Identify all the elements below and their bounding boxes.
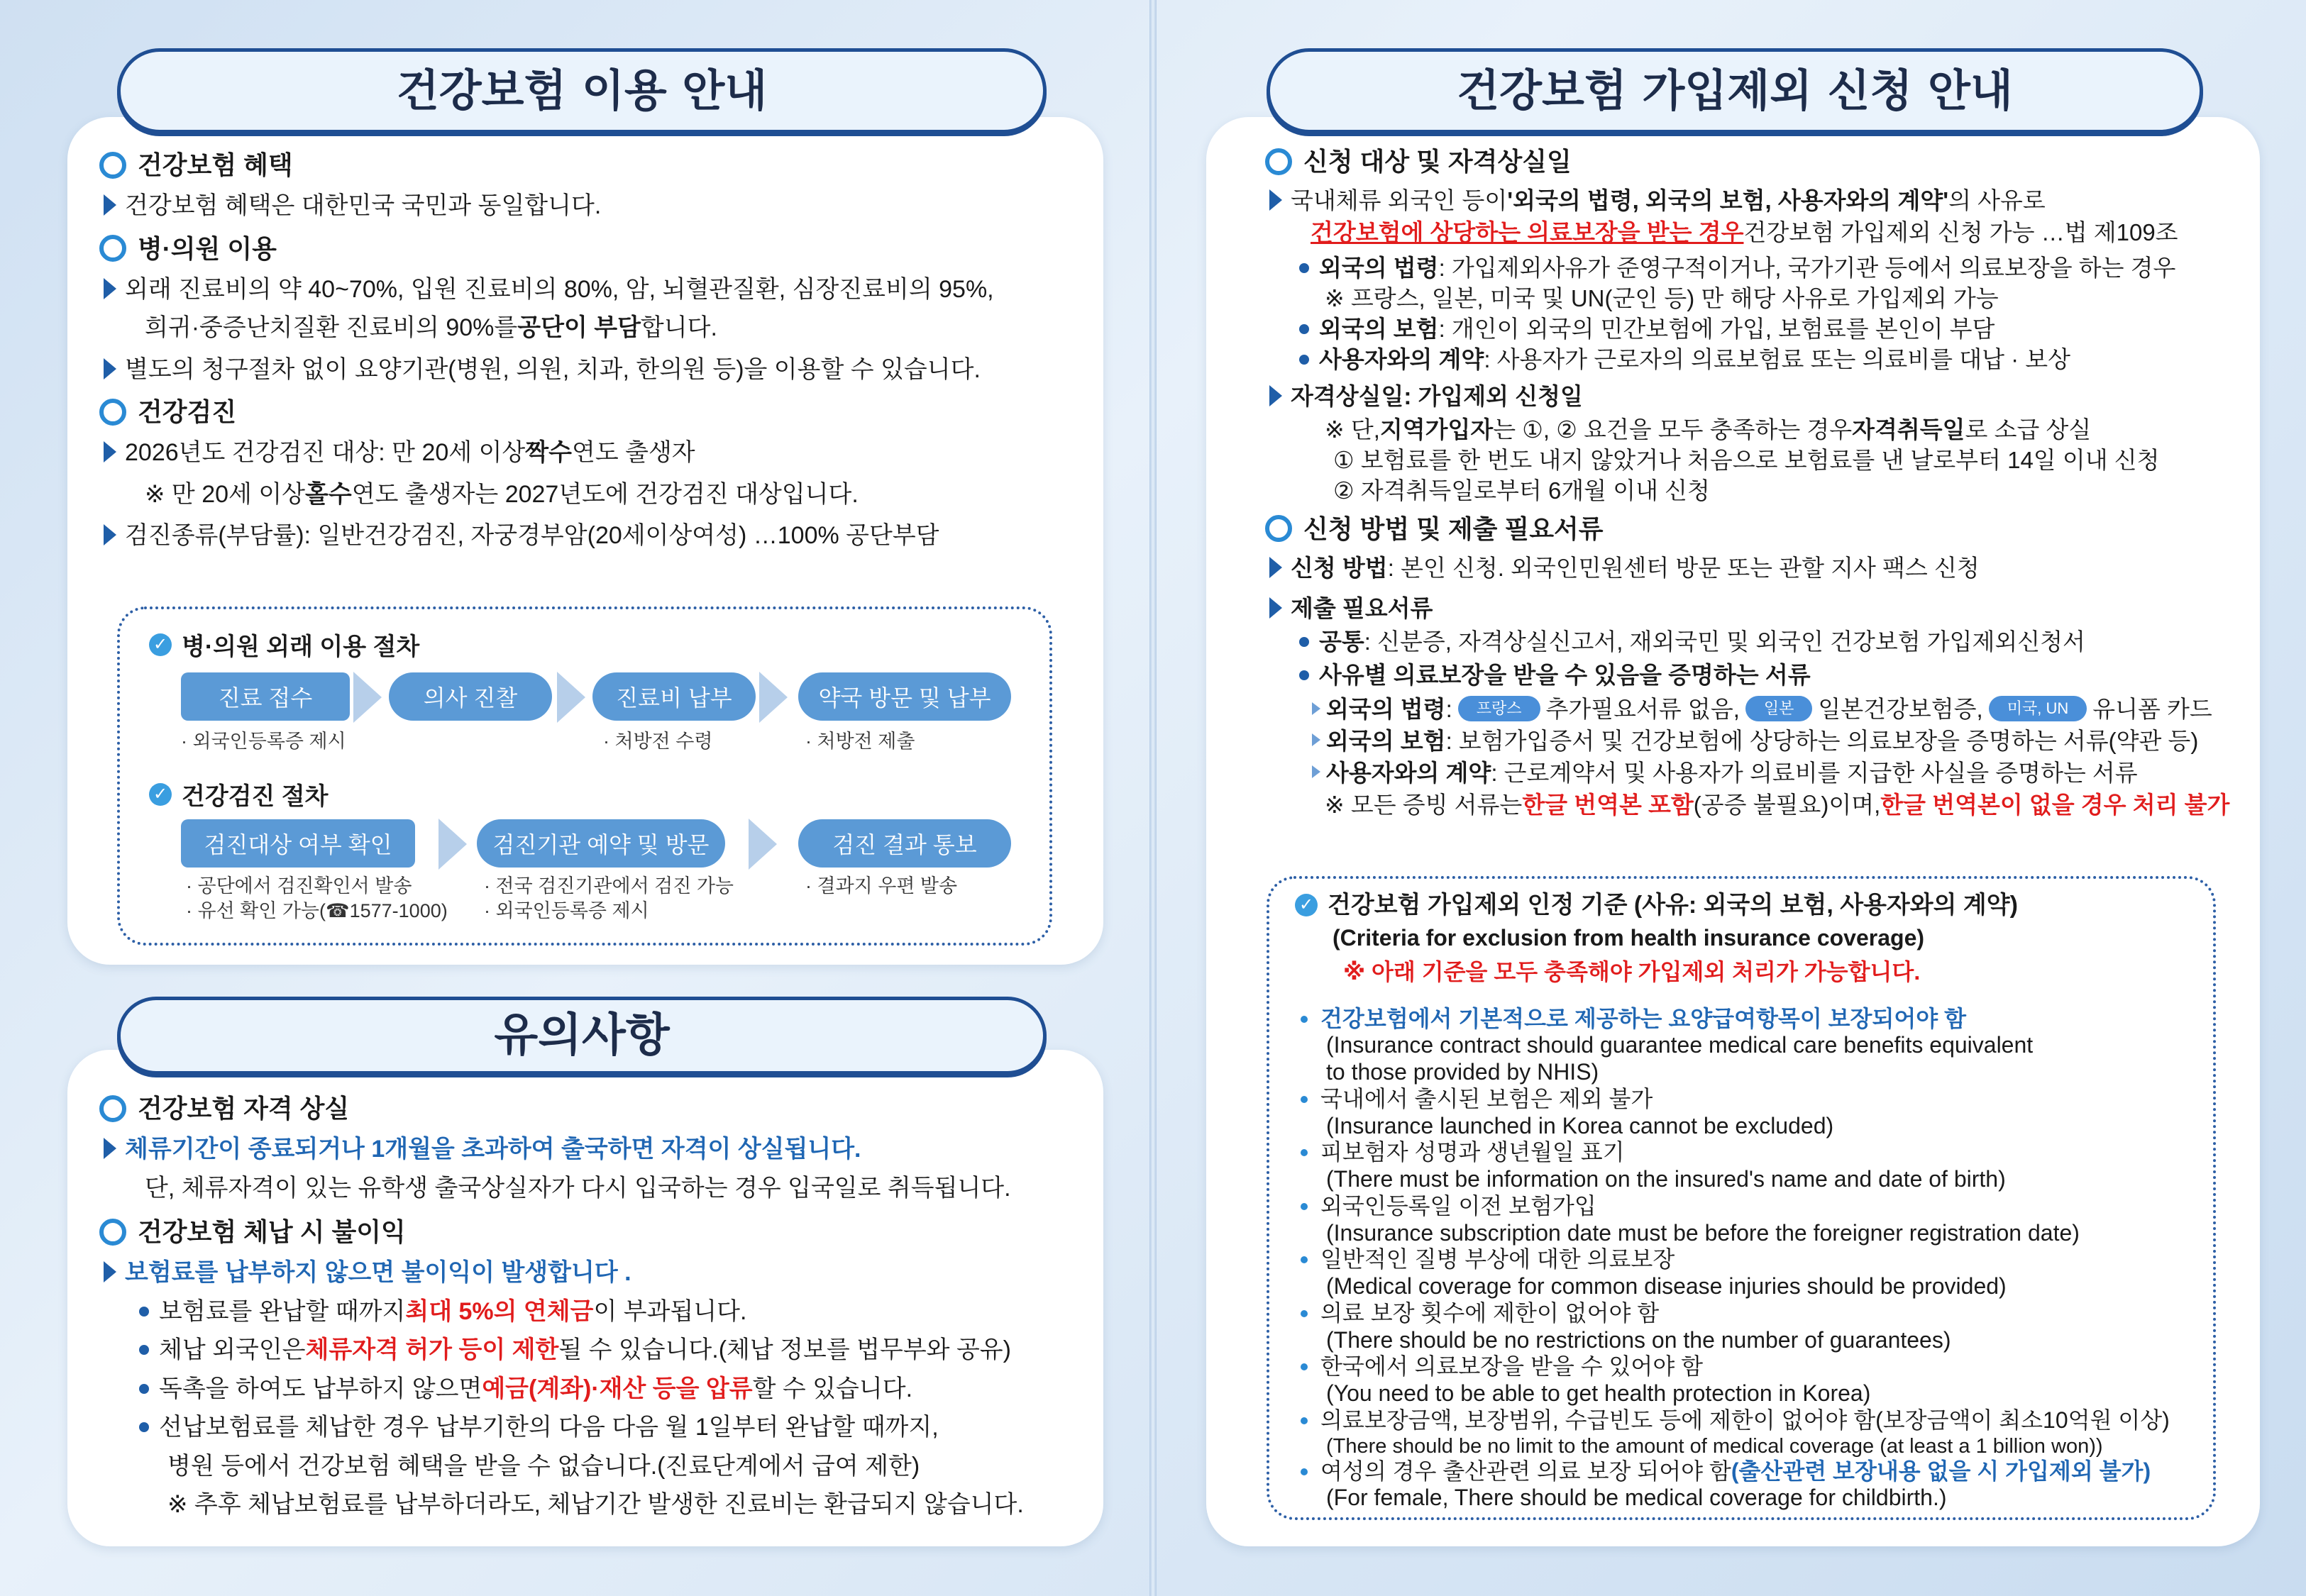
dot-bullet-icon (1301, 1203, 1308, 1210)
dot-bullet-icon (1301, 1096, 1308, 1103)
criterion-7-en: (You need to be able to get health protection in Korea) (1326, 1380, 1871, 1406)
benefit-heading: 건강보험 혜택 (99, 149, 1093, 181)
loss-date-note-3: ② 자격취득일로부터 6개월 이내 신청 (1333, 477, 1710, 504)
arrears-bullet-2: 체납 외국인은 체류자격 허가 등이 제한 될 수 있습니다.(체납 정보를 법무부와 공유) (99, 1335, 1093, 1365)
dot-bullet-icon (1301, 1363, 1308, 1370)
method-line-2: 제출 필요서류 (1265, 594, 2258, 623)
dot-bullet-icon (1299, 670, 1309, 680)
criterion-5: 일반적인 질병 부상에 대한 의료보장 (1295, 1246, 2210, 1273)
step-arrow-icon (353, 672, 382, 723)
outpatient-procedure-heading: ✓ 병·의원 외래 이용 절차 (149, 627, 419, 662)
dot-bullet-icon (1299, 637, 1309, 647)
triangle-bullet-icon (1312, 765, 1320, 778)
arrears-line-1: 보험료를 납부하지 않으면 불이익이 발생합니다 . (99, 1258, 1093, 1288)
arrow-bullet-icon (104, 194, 116, 216)
usage-guide-title: 건강보험 이용 안내 (117, 48, 1047, 133)
foreign-insurance-docs-line: 외국의 보험 : 보험가입증서 및 건강보험에 상당하는 의료보장을 증명하는 서류(약관 등) (1265, 726, 2258, 755)
dot-bullet-icon (1301, 1149, 1308, 1156)
exclusion-content (1265, 145, 2258, 820)
criteria-list (1295, 1006, 2210, 1512)
loss-date-line: 자격상실일: 가입제외 신청일 (1265, 382, 2258, 411)
step-doctor-exam: 의사 진찰 (389, 672, 552, 721)
note-result: · 결과지 우편 발송 (805, 875, 958, 897)
method-line-1: 신청 방법 : 본인 신청. 외국인민원센터 방문 또는 관할 지사 팩스 신청 (1265, 553, 2258, 582)
exclusion-guide-title: 건강보험 가입제외 신청 안내 (1267, 48, 2203, 133)
loss-date-note-1: ※ 단, 지역가입자 는 ①, ② 요건을 모두 충족하는 경우 자격취득일 로 소급 상실 (1325, 416, 2092, 443)
loss-heading: 건강보험 자격 상실 (99, 1092, 1093, 1124)
target-line-1: 국내체류 외국인 등이 '외국의 법령, 외국의 보험, 사용자와의 계약' 의 사유로 (1265, 186, 2258, 215)
ring-bullet-icon (99, 235, 126, 262)
ring-bullet-icon (1265, 148, 1292, 175)
target-line-2: 건강보험에 상당하는 의료보장을 받는 경우 건강보험 가입제외 신청 가능 …법 제109조 (1311, 219, 2178, 246)
target-heading: 신청 대상 및 자격상실일 (1265, 145, 2258, 177)
checkup-line-3: 검진종류(부담률): 일반건강검진, 자궁경부암(20세이상여성) …100% 공단부담 (99, 521, 1093, 551)
criterion-1: 건강보험에서 기본적으로 제공하는 요양급여항목이 보장되어야 함 (1295, 1006, 2210, 1033)
arrow-bullet-icon (104, 1261, 116, 1282)
dot-bullet-icon (139, 1422, 149, 1432)
note-payment: · 처방전 수령 (603, 731, 713, 752)
target-detail-1: 외국의 법령 : 가입제외사유가 준영구적이거나, 국가기관 등에서 의료보장을 하는 경우 (1265, 253, 2258, 282)
criteria-requirement-note: ※ 아래 기준을 모두 충족해야 가입제외 처리가 가능합니다. (1343, 958, 1921, 985)
clinic-line-1: 외래 진료비의 약 40~70%, 입원 진료비의 80%, 암, 뇌혈관질환, 심장진료비의 95%, (99, 275, 1093, 305)
note-eligibility: · 공단에서 검진확인서 발송 · 유선 확인 가능(☎1577-1000) (186, 875, 448, 922)
checkup-line-2: ※ 만 20세 이상 홀수 연도 출생자는 2027년도에 건강검진 대상입니다. (145, 480, 859, 508)
criterion-5-en: (Medical coverage for common disease injuries should be provided) (1326, 1273, 2007, 1299)
note-reception: · 외국인등록증 제시 (181, 731, 346, 752)
clinic-heading: 병·의원 이용 (99, 233, 1093, 265)
criterion-6-en: (There should be no restrictions on the number of guarantees) (1326, 1326, 1951, 1353)
criterion-6: 의료 보장 횟수에 제한이 없어야 함 (1295, 1300, 2210, 1327)
dot-bullet-icon (1299, 263, 1309, 273)
triangle-bullet-icon (1312, 702, 1320, 715)
arrow-bullet-icon (104, 358, 116, 379)
criterion-8: 의료보장금액, 보장범위, 수급빈도 등에 제한이 없어야 함(보장금액이 최소10억원 이상) (1295, 1407, 2210, 1434)
arrears-bullet-1: 보험료를 완납할 때까지 최대 5%의 연체금 이 부과됩니다. (99, 1297, 1093, 1327)
target-detail-1-note: ※ 프랑스, 일본, 미국 및 UN(군인 등) 만 해당 사유로 가입제외 가능 (1325, 284, 1999, 311)
arrow-bullet-icon (1269, 385, 1282, 406)
arrow-bullet-icon (104, 1138, 116, 1159)
employer-contract-docs-line: 사용자와의 계약 : 근로계약서 및 사용자가 의료비를 지급한 사실을 증명하는 서류 (1265, 758, 2258, 787)
arrears-line-6: ※ 추후 체납보험료를 납부하더라도, 체납기간 발생한 진료비는 환급되지 않습니다. (167, 1491, 1024, 1518)
ring-bullet-icon (99, 152, 126, 179)
checkup-procedure-heading: ✓ 건강검진 절차 (149, 777, 329, 811)
clinic-line-2: 희귀·중증난치질환 진료비의 90%를 공단이 부담 합니다. (145, 314, 717, 341)
criterion-1-en: (Insurance contract should guarantee medical care benefits equivalent to those provided by NHIS) (1326, 1032, 2034, 1085)
arrow-bullet-icon (1269, 557, 1282, 578)
note-pharmacy: · 처방전 제출 (805, 731, 915, 752)
arrears-bullet-3: 독촉을 하여도 납부하지 않으면 예금(계좌)·재산 등을 압류 할 수 있습니다. (99, 1374, 1093, 1404)
criterion-9: 여성의 경우 출산관련 의료 보장 되어야 함 (출산관련 보장내용 없을 시 가입제외 불가) (1295, 1458, 2210, 1485)
check-icon: ✓ (149, 783, 172, 806)
checkup-heading: 건강검진 (99, 396, 1093, 428)
loss-line-1: 체류기간이 종료되거나 1개월을 초과하여 출국하면 자격이 상실됩니다. (99, 1134, 1093, 1165)
ring-bullet-icon (99, 1219, 126, 1246)
criterion-3-en: (There must be information on the insured's name and date of birth) (1326, 1166, 2006, 1192)
step-arrow-icon (438, 819, 467, 870)
criteria-heading-en: (Criteria for exclusion from health insurance coverage) (1333, 924, 1925, 951)
note-reservation: · 전국 검진기관에서 검진 가능 · 외국인등록증 제시 (484, 875, 734, 922)
target-detail-2: 외국의 보험 : 개인이 외국의 민간보험에 가입, 보험료를 본인이 부담 (1265, 314, 2258, 343)
benefit-line: 건강보험 혜택은 대한민국 국민과 동일합니다. (99, 191, 1093, 221)
step-arrow-icon (749, 819, 777, 870)
arrow-bullet-icon (104, 524, 116, 545)
arrow-bullet-icon (1269, 189, 1282, 211)
usage-guide-content (99, 149, 1093, 551)
dot-bullet-icon (1301, 1016, 1308, 1023)
checkup-line-1: 2026년도 건강검진 대상: 만 20세 이상 짝수 연도 출생자 (99, 438, 1093, 468)
dot-bullet-icon (1299, 355, 1309, 365)
arrears-heading: 건강보험 체납 시 불이익 (99, 1216, 1093, 1248)
criterion-4-en: (Insurance subscription date must be before the foreigner registration date) (1326, 1219, 2080, 1246)
arrow-bullet-icon (1269, 597, 1282, 619)
cautions-title: 유의사항 (117, 997, 1047, 1075)
check-icon: ✓ (1295, 894, 1318, 916)
arrears-bullet-4: 선납보험료를 체납한 경우 납부기한의 다음 다음 월 1일부터 완납할 때까지, (99, 1412, 1093, 1443)
criterion-7: 한국에서 의료보장을 받을 수 있어야 함 (1295, 1353, 2210, 1380)
check-icon: ✓ (149, 633, 172, 656)
loss-line-2: 단, 체류자격이 있는 유학생 출국상실자가 다시 입국하는 경우 입국일로 취득됩니다. (145, 1174, 1011, 1202)
foreign-law-docs-line: 외국의 법령 : 프랑스 추가필요서류 없음, 일본 일본건강보험증, 미국, UN 유니폼 카드 (1265, 694, 2258, 724)
criterion-9-en: (For female, There should be medical coverage for childbirth.) (1326, 1485, 1947, 1511)
dot-bullet-icon (139, 1384, 149, 1394)
ring-bullet-icon (1265, 515, 1292, 542)
criterion-2: 국내에서 출시된 보험은 제외 불가 (1295, 1086, 2210, 1113)
dot-bullet-icon (1301, 1256, 1308, 1263)
tag-usa-un: 미국, UN (1989, 696, 2087, 721)
ring-bullet-icon (99, 1095, 126, 1122)
criterion-4: 외국인등록일 이전 보험가입 (1295, 1193, 2210, 1220)
step-payment: 진료비 납부 (592, 672, 756, 721)
page-fold (1149, 0, 1157, 1596)
dot-bullet-icon (1301, 1417, 1308, 1424)
step-arrow-icon (759, 672, 788, 723)
step-result: 검진 결과 통보 (798, 819, 1011, 868)
dot-bullet-icon (1299, 324, 1309, 334)
criteria-content (1295, 890, 2210, 1512)
target-detail-3: 사용자와의 계약 : 사용자가 근로자의 의료보험료 또는 의료비를 대납 · 보상 (1265, 345, 2258, 374)
arrears-line-5: 병원 등에서 건강보험 혜택을 받을 수 없습니다.(진료단계에서 급여 제한) (167, 1452, 920, 1480)
criterion-3: 피보험자 성명과 생년월일 표기 (1295, 1139, 2210, 1166)
cautions-content (99, 1092, 1093, 1520)
criteria-heading: ✓ 건강보험 가입제외 인정 기준 (사유: 외국의 보험, 사용자와의 계약) (1295, 890, 2210, 921)
translation-note: ※ 모든 증빙 서류는 한글 번역본 포함 (공증 불필요)이며, 한글 번역본이 없을 경우 처리 불가 (1325, 792, 2230, 819)
criterion-2-en: (Insurance launched in Korea cannot be excluded) (1326, 1112, 1834, 1138)
arrow-bullet-icon (104, 278, 116, 299)
dot-bullet-icon (139, 1345, 149, 1355)
loss-date-note-2: ① 보험료를 한 번도 내지 않았거나 처음으로 보험료를 낸 날로부터 14일 이내 신청 (1333, 447, 2160, 473)
dot-bullet-icon (1301, 1310, 1308, 1317)
dot-bullet-icon (139, 1307, 149, 1317)
step-pharmacy: 약국 방문 및 납부 (798, 672, 1011, 721)
common-docs-line: 공통 : 신분증, 자격상실신고서, 재외국민 및 외국인 건강보험 가입제외신청서 (1265, 627, 2258, 656)
step-reception: 진료 접수 (181, 672, 350, 721)
arrow-bullet-icon (104, 441, 116, 462)
method-heading: 신청 방법 및 제출 필요서류 (1265, 513, 2258, 545)
criterion-8-en: (There should be no limit to the amount of medical coverage (at least a 1 billion won)) (1326, 1434, 2103, 1458)
ring-bullet-icon (99, 399, 126, 426)
step-eligibility: 검진대상 여부 확인 (181, 819, 415, 868)
reason-docs-line: 사유별 의료보장을 받을 수 있음을 증명하는 서류 (1265, 660, 2258, 689)
tag-france: 프랑스 (1458, 696, 1540, 721)
clinic-line-3: 별도의 청구절차 없이 요양기관(병원, 의원, 치과, 한의원 등)을 이용할 수 있습니다. (99, 355, 1093, 385)
step-arrow-icon (557, 672, 585, 723)
triangle-bullet-icon (1312, 733, 1320, 746)
dot-bullet-icon (1301, 1468, 1308, 1475)
tag-japan: 일본 (1745, 696, 1813, 721)
step-reservation: 검진기관 예약 및 방문 (477, 819, 725, 868)
